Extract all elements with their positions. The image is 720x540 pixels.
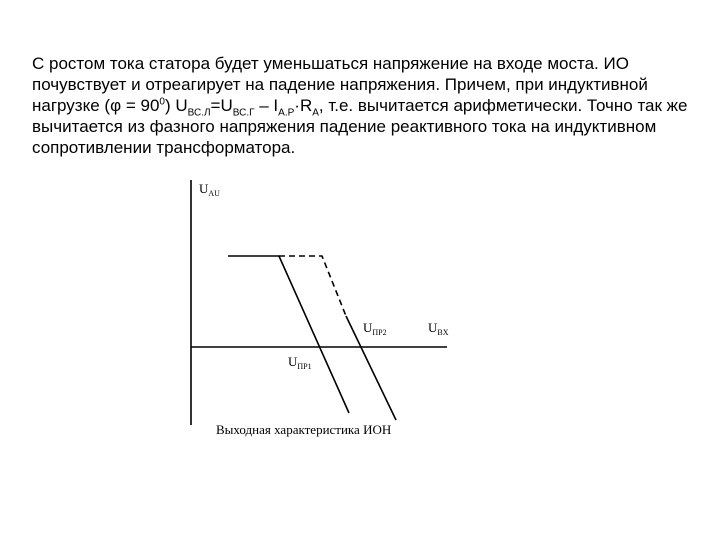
y-axis-label: $U_{AU}$ — [199, 181, 220, 198]
subscript-a: А — [312, 107, 319, 119]
subscript-vs-l: ВС.Л — [187, 107, 211, 119]
paragraph-text-3: ) U — [164, 96, 188, 115]
paragraph-text-6: ·R — [294, 96, 313, 115]
phi-symbol: φ — [110, 96, 122, 115]
subscript-vs-g: ВС.Г — [232, 107, 255, 119]
characteristic-solid — [228, 256, 349, 413]
upr2-label: $U_{ПР2}$ — [363, 320, 387, 337]
figure-caption: Выходная характеристика ИОН — [216, 422, 392, 437]
subscript-a-r: А.Р — [278, 107, 295, 119]
paragraph-text-2: = 90 — [121, 96, 160, 115]
paragraph-text-7: , т.е. вычитается арифметически. Точно так же вычитается из фазного напряжения падение реактивного тока на индуктивном сопротивлении трансформатора. — [32, 96, 688, 157]
paragraph-text-1: С ростом тока статора будет уменьшаться напряжение на входе моста. ИО почувствует и отреагирует на падение напряжения. Причем, при индуктивной нагрузке ( — [32, 54, 648, 115]
paragraph-text-5: – I — [254, 96, 279, 115]
upr1-label: $U_{ПР1}$ — [288, 354, 312, 371]
degree-superscript: 0 — [159, 96, 165, 108]
x-axis-label: $U_{BX}$ — [428, 320, 449, 337]
characteristic-dashed-upper — [279, 256, 346, 316]
paragraph-text-4: =U — [210, 96, 233, 115]
